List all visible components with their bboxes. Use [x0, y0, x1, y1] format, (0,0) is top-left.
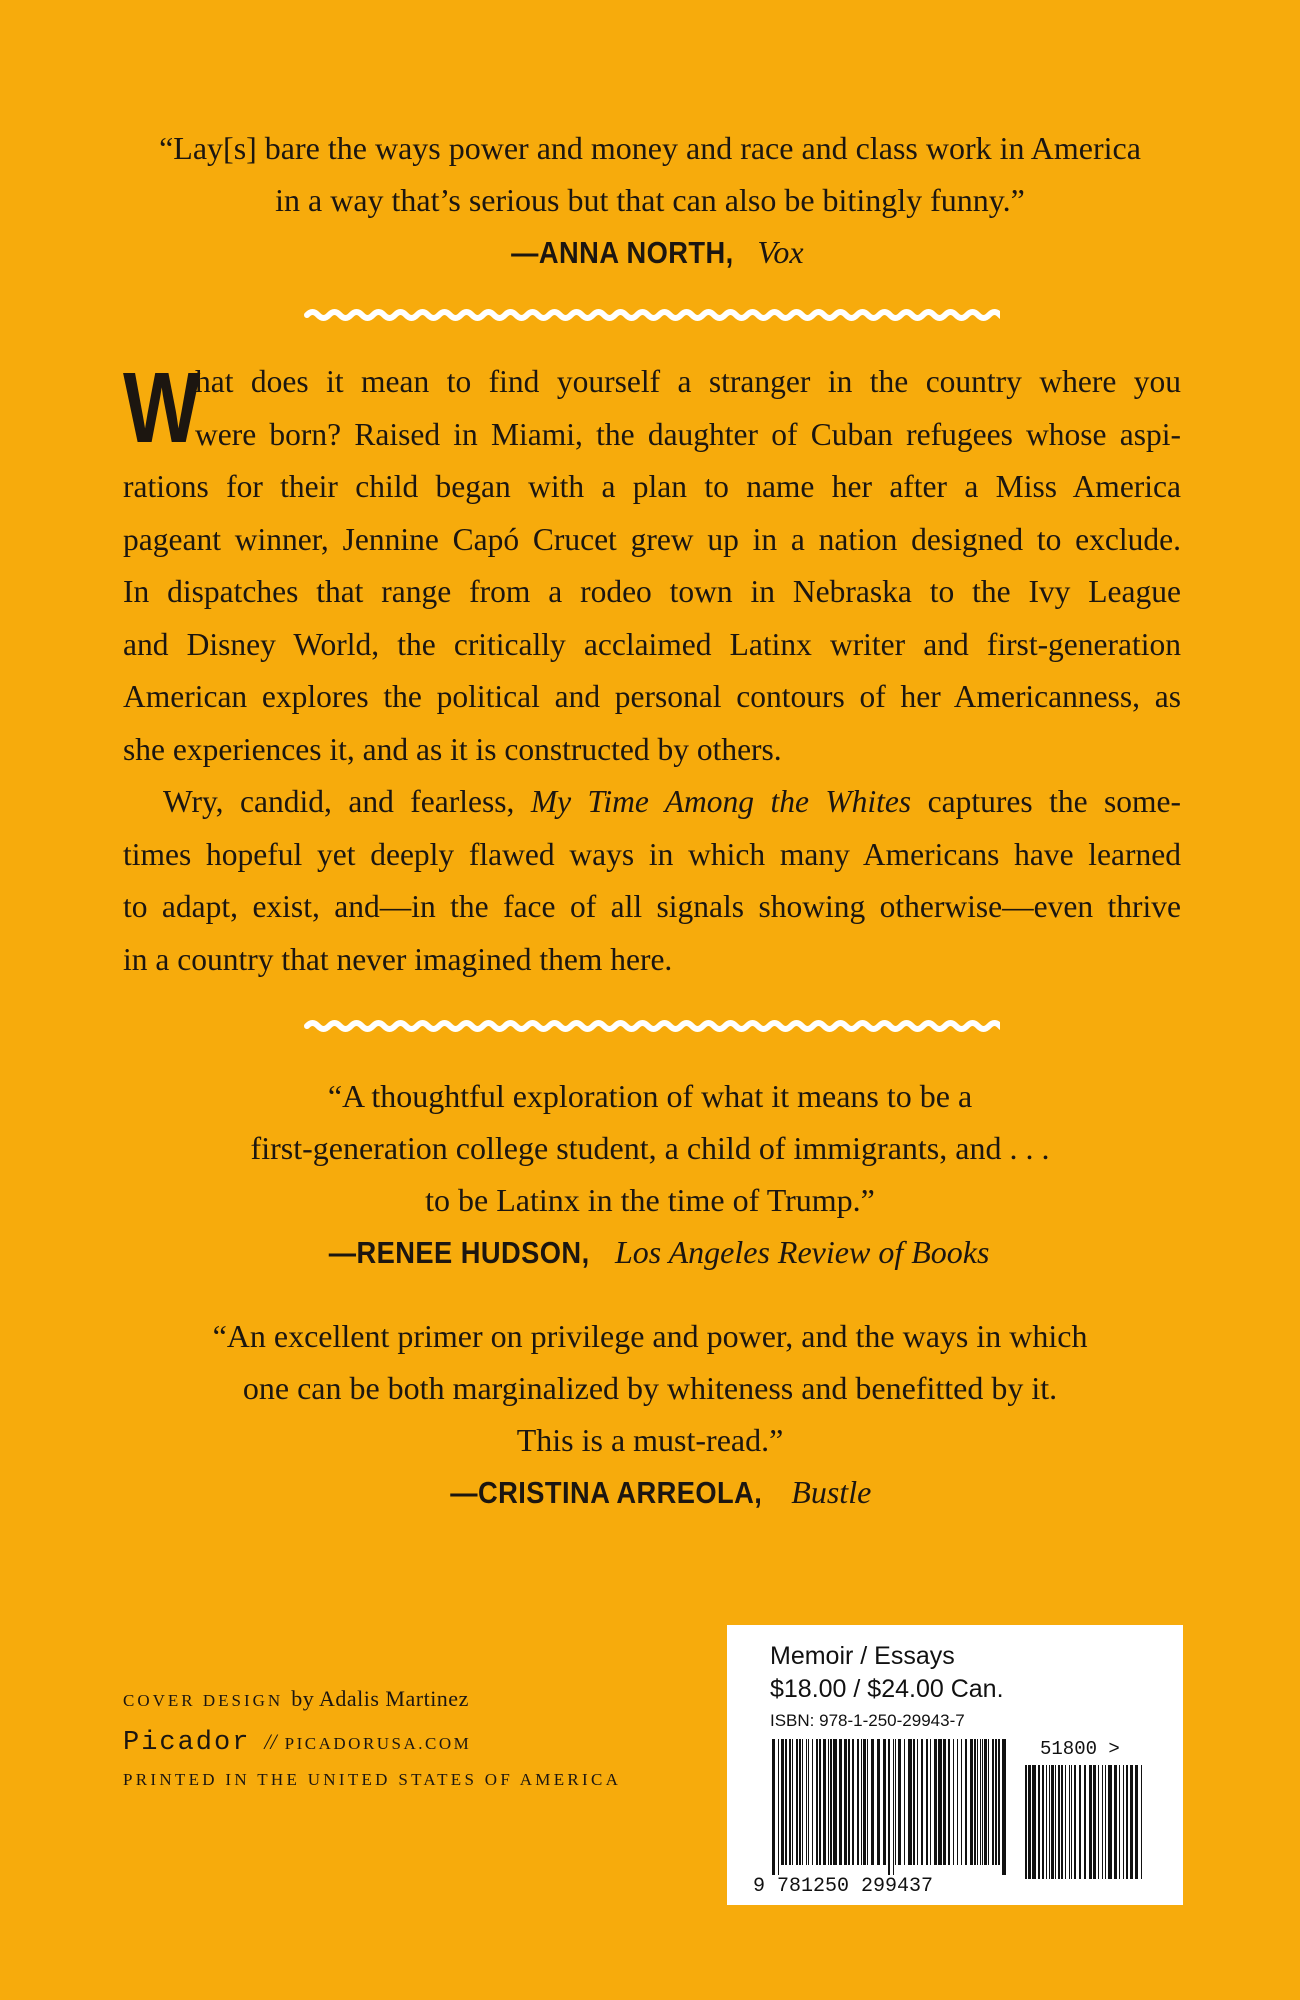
quote-line: in a way that’s serious but that can also be bitingly funny.”: [275, 182, 1025, 218]
barcode-bar: [877, 1739, 880, 1865]
quote-attribution: [0, 1466, 1300, 1519]
description-line: and Disney World, the critically acclaimed Latinx writer and first-generation: [123, 626, 1181, 662]
publisher-logo: Picador: [123, 1728, 251, 1758]
book-description: [123, 352, 1182, 986]
cover-design-label: COVER DESIGN: [123, 1691, 284, 1710]
barcode-bar: [1051, 1765, 1054, 1879]
isbn-label: ISBN: 978-1-250-29943-7: [770, 1711, 965, 1730]
attribution-source: Los Angeles Review of Books: [614, 1234, 990, 1270]
barcode-bar: [839, 1739, 842, 1865]
description-line: pageant winner, Jennine Capó Crucet grew up in a nation designed to exclude.: [123, 521, 1181, 557]
barcode-bar: [888, 1739, 890, 1875]
barcode-bar: [1108, 1765, 1112, 1879]
barcode-bar: [1093, 1765, 1096, 1879]
barcode-bar: [830, 1739, 832, 1865]
barcode-bar: [965, 1739, 967, 1865]
attribution-source: Bustle: [791, 1474, 872, 1510]
barcode-bar: [1079, 1765, 1081, 1879]
barcode-bar: [995, 1739, 997, 1865]
barcode-bar: [930, 1739, 931, 1865]
barcode-bar: [953, 1739, 954, 1865]
barcode-bar: [852, 1739, 854, 1865]
cover-design-credit: [123, 1686, 469, 1712]
attribution-source: Vox: [757, 234, 804, 270]
barcode-bar: [1098, 1765, 1099, 1879]
description-line: rations for their child began with a plan to name her after a Miss America: [123, 469, 1181, 504]
wavy-divider: [304, 1015, 1000, 1037]
description-line: were born? Raised in Miami, the daughter of Cuban refugees whose aspi-: [195, 416, 1181, 452]
barcode-bar: [1046, 1765, 1047, 1879]
barcode-bar: [781, 1739, 784, 1865]
text-span: captures the some-: [927, 784, 1182, 819]
barcode-bar: [961, 1739, 962, 1865]
quote-line: “An excellent primer on privilege and power, and the ways in which: [212, 1318, 1088, 1354]
price-label: $18.00 / $24.00 Can.: [770, 1675, 1004, 1703]
barcode-bar: [867, 1739, 868, 1865]
barcode-bar: [808, 1739, 809, 1865]
barcode-bar: [812, 1739, 813, 1865]
barcode-bar: [833, 1739, 837, 1865]
quote-line: one can be both marginalized by whiteness and benefitted by it.: [242, 1370, 1058, 1406]
barcode-bar: [883, 1739, 886, 1865]
barcode-bar: [1114, 1765, 1117, 1879]
barcode-bar: [1025, 1765, 1027, 1879]
barcode-bar: [1130, 1765, 1133, 1879]
review-quote: [0, 1070, 1300, 1279]
barcode-bar: [772, 1739, 775, 1875]
attribution-name: —RENEE HUDSON,: [328, 1235, 590, 1270]
publisher-line: [123, 1728, 471, 1758]
price-addon-digits: 51800 >: [1040, 1738, 1120, 1760]
quote-line: to be Latinx in the time of Trump.”: [425, 1182, 875, 1218]
barcode-bar: [1065, 1765, 1066, 1879]
description-line: times hopeful yet deeply flawed ways in which many Americans have learned: [123, 836, 1181, 872]
barcode-bar: [998, 1739, 1000, 1865]
barcode-bar: [992, 1739, 994, 1865]
printed-in: PRINTED IN THE UNITED STATES OF AMERICA: [123, 1770, 622, 1789]
barcode-bar: [1074, 1765, 1076, 1879]
barcode-bar: [893, 1739, 894, 1875]
publisher-website: PICADORUSA.COM: [284, 1734, 472, 1753]
barcode-label: [727, 1625, 1183, 1905]
barcode-bar: [957, 1739, 958, 1865]
attribution-name: —CRISTINA ARREOLA,: [449, 1475, 763, 1510]
drop-cap: W: [123, 352, 201, 464]
book-title: My Time Among the Whites: [530, 784, 912, 819]
barcode-bar: [938, 1739, 942, 1865]
barcode-bar: [917, 1739, 918, 1865]
barcode-bar: [934, 1739, 937, 1865]
barcode-bar: [988, 1739, 989, 1865]
barcode-bar: [1089, 1765, 1092, 1879]
description-line: American explores the political and personal contours of her Americanness, as: [123, 679, 1181, 714]
barcode-bar: [980, 1739, 981, 1865]
barcode-bar: [1061, 1765, 1063, 1879]
attribution-name: —ANNA NORTH,: [511, 235, 735, 270]
barcode-bar: [1028, 1765, 1031, 1879]
barcode-bar: [792, 1739, 793, 1865]
barcode-bar: [871, 1739, 874, 1865]
barcode-bar: [844, 1739, 847, 1865]
barcode-bar: [778, 1739, 779, 1875]
quote-attribution: [0, 1226, 1300, 1279]
top-quote: [0, 122, 1300, 279]
barcode-bar: [1032, 1765, 1036, 1879]
wavy-divider: [304, 304, 1000, 326]
description-line: in a country that never imagined them here.: [123, 941, 673, 977]
barcode-bar: [796, 1739, 798, 1865]
barcode-bar: [904, 1739, 905, 1865]
barcode-bar: [1055, 1765, 1056, 1879]
isbn-barcode: [770, 1739, 1010, 1877]
barcode-bar: [984, 1739, 987, 1865]
barcode-bar: [970, 1739, 973, 1865]
barcode-bar: [861, 1739, 862, 1865]
barcode-bar: [823, 1739, 826, 1865]
description-line: In dispatches that range from a rodeo town in Nebraska to the Ivy League: [123, 574, 1181, 609]
barcode-bar: [1042, 1765, 1044, 1879]
barcode-bar: [1038, 1765, 1040, 1879]
separator: //: [264, 1729, 277, 1754]
quote-attribution: [0, 226, 1300, 279]
barcode-bar: [1123, 1765, 1124, 1879]
barcode-bar: [913, 1739, 915, 1865]
quote-line: “Lay[s] bare the ways power and money and race and class work in America: [159, 130, 1141, 166]
barcode-bar: [1119, 1765, 1120, 1879]
barcode-bar: [1102, 1765, 1103, 1879]
barcode-bar: [1141, 1765, 1142, 1879]
barcode-bar: [1071, 1765, 1072, 1879]
cover-designer: by Adalis Martinez: [291, 1686, 469, 1711]
barcode-bar: [977, 1739, 978, 1865]
quote-line: first-generation college student, a child of immigrants, and . . .: [250, 1130, 1050, 1166]
description-line: hat does it mean to find yourself a stranger in the country where you: [195, 364, 1181, 399]
text-span: Wry, candid, and fearless,: [163, 784, 515, 819]
barcode-bar: [819, 1739, 821, 1865]
barcode-bar: [799, 1739, 801, 1865]
barcode-bar: [1049, 1765, 1050, 1879]
barcode-bar: [1069, 1765, 1070, 1879]
barcode-bar: [982, 1739, 983, 1865]
barcode-bar: [863, 1739, 866, 1865]
barcode-bar: [974, 1739, 976, 1865]
description-line: to adapt, exist, and—in the face of all signals showing otherwise—even thrive: [123, 889, 1181, 924]
barcode-bar: [857, 1739, 859, 1865]
barcode-bar: [1105, 1765, 1106, 1879]
barcode-bar: [908, 1739, 912, 1865]
barcode-bar: [926, 1739, 928, 1865]
barcode-bar: [1084, 1765, 1086, 1879]
barcode-bar: [921, 1739, 923, 1865]
barcode-bar: [1002, 1739, 1006, 1875]
review-quote: [0, 1310, 1300, 1519]
barcode-bar: [948, 1739, 950, 1865]
quote-line: This is a must-read.”: [516, 1422, 784, 1458]
barcode-bar: [1126, 1765, 1128, 1879]
barcode-bar: [1058, 1765, 1060, 1879]
description-line: she experiences it, and as it is constructed by others.: [123, 731, 782, 767]
barcode-bar: [1135, 1765, 1138, 1879]
barcode-bar: [785, 1739, 787, 1865]
barcode-bar: [789, 1739, 791, 1865]
barcode-bar: [895, 1739, 896, 1865]
barcode-bar: [898, 1739, 901, 1865]
barcode-bar: [848, 1739, 850, 1865]
genre-label: Memoir / Essays: [770, 1642, 955, 1670]
price-addon-barcode: [1023, 1765, 1147, 1891]
barcode-bar: [816, 1739, 818, 1865]
barcode-digits: 9 781250 299437: [753, 1875, 934, 1898]
barcode-bar: [806, 1739, 807, 1865]
barcode-bar: [943, 1739, 946, 1865]
quote-line: “A thoughtful exploration of what it means to be a: [327, 1078, 973, 1114]
barcode-bar: [828, 1739, 829, 1865]
barcode-bar: [802, 1739, 803, 1865]
description-line: [163, 776, 1181, 829]
